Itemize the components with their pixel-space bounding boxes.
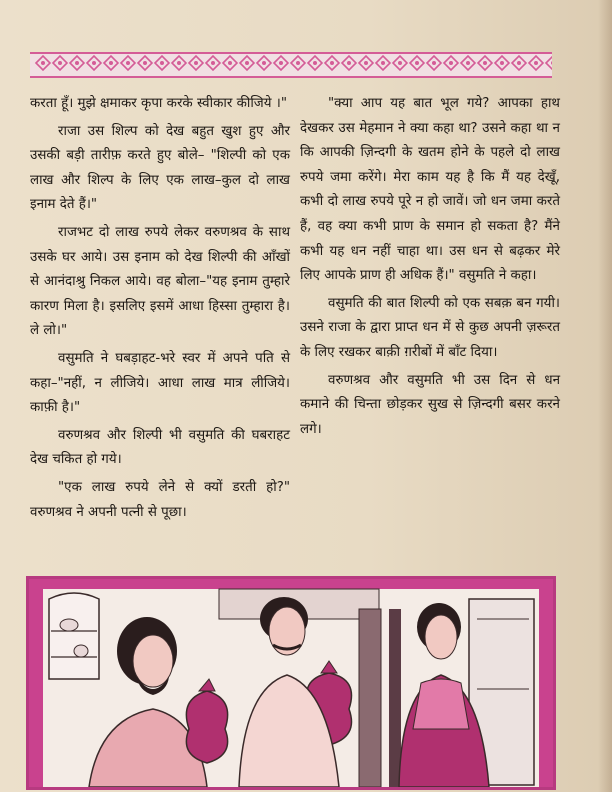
border-dot xyxy=(551,61,552,65)
border-dot xyxy=(194,61,198,65)
border-dot xyxy=(41,61,45,65)
left-paragraph: "एक लाख रुपये लेने से क्यों डरती हो?" वरुणश्रव ने अपनी पत्नी से पूछा। xyxy=(30,479,290,520)
left-paragraph: करता हूँ। मुझे क्षमाकर कृपा करके स्वीकार कीजिये ।" xyxy=(30,96,287,111)
right-paragraph: वसुमति की बात शिल्पी को एक सबक़ बन गयी। उसने राजा के द्वारा प्राप्त धन में से कुछ अपनी ज़रूरत के लिए रखकर बाक़ी ग़रीबों में बाँट दिया। xyxy=(300,295,560,360)
border-dot xyxy=(177,61,181,65)
border-dot xyxy=(381,61,385,65)
border-dot xyxy=(347,61,351,65)
border-dot xyxy=(415,61,419,65)
border-dot xyxy=(500,61,504,65)
border-dot xyxy=(58,61,62,65)
border-dot xyxy=(279,61,283,65)
border-dot xyxy=(330,61,334,65)
border-dot xyxy=(534,61,538,65)
page-edge-shadow xyxy=(598,0,612,792)
left-paragraph: राजभट दो लाख रुपये लेकर वरुणश्रव के साथ उसके घर आये। उस इनाम को देख शिल्पी की आँखों से आनंदाश्रु निकल आये। वह बोला–"यह इनाम तुम्हारे कारण मिला है। इसलिए इसमें आधा हिस्सा तुम्हारा है। ले लो।" xyxy=(30,224,290,339)
border-dot xyxy=(211,61,215,65)
border-dot xyxy=(75,61,79,65)
left-paragraph: वरुणश्रव और शिल्पी भी वसुमति की घबराहट देख चकित हो गये। xyxy=(30,427,290,468)
border-dot xyxy=(126,61,130,65)
right-paragraph: "क्या आप यह बात भूल गये? आपका हाथ देखकर उस मेहमान ने क्या कहा था? उसने कहा था न कि आपकी ज़िन्दगी के खतम होने के पहले दो लाख रुपये जमा करेंगे। मेरा काम यह है कि मैं यह देखूँ, कभी दो लाख रुपये पूरे न हो जावें। जो धन जमा करते हैं, वह क्या कभी प्राण के समान हो सकता है? मैंने कभी यह धन नहीं चाहा था। उस धन से बढ़कर मेरे लिए आपके प्राण ही अधिक हैं।" वसुमति ने कहा। xyxy=(300,96,560,284)
border-dot xyxy=(466,61,470,65)
right-column xyxy=(300,92,560,445)
border-dot xyxy=(364,61,368,65)
border-dot xyxy=(313,61,317,65)
border-dot xyxy=(432,61,436,65)
illustration-drawing xyxy=(29,579,553,787)
decorative-border xyxy=(30,52,552,78)
border-dot xyxy=(483,61,487,65)
left-column xyxy=(30,92,290,528)
border-dot xyxy=(92,61,96,65)
border-dot xyxy=(245,61,249,65)
left-paragraph: राजा उस शिल्प को देख बहुत खुश हुए और उसकी बड़ी तारीफ़ करते हुए बोले– "शिल्पी को एक लाख और शिल्प के लिए एक लाख–कुल दो लाख इनाम देते हैं।" xyxy=(30,123,290,213)
border-dot xyxy=(143,61,147,65)
border-dot xyxy=(449,61,453,65)
border-dot xyxy=(109,61,113,65)
border-dot xyxy=(296,61,300,65)
right-paragraph: वरुणश्रव और वसुमति भी उस दिन से धन कमाने की चिन्ता छोड़कर सुख से ज़िन्दगी बसर करने लगे। xyxy=(300,372,560,437)
border-dot xyxy=(398,61,402,65)
border-dot xyxy=(517,61,521,65)
story-illustration xyxy=(26,576,556,790)
border-dot xyxy=(160,61,164,65)
left-paragraph: वसुमति ने घबड़ाहट-भरे स्वर में अपने पति से कहा–"नहीं, न लीजिये। आधा लाख मात्र लीजिये। काफ़ी है।" xyxy=(30,350,290,416)
border-dot xyxy=(228,61,232,65)
border-dot xyxy=(262,61,266,65)
